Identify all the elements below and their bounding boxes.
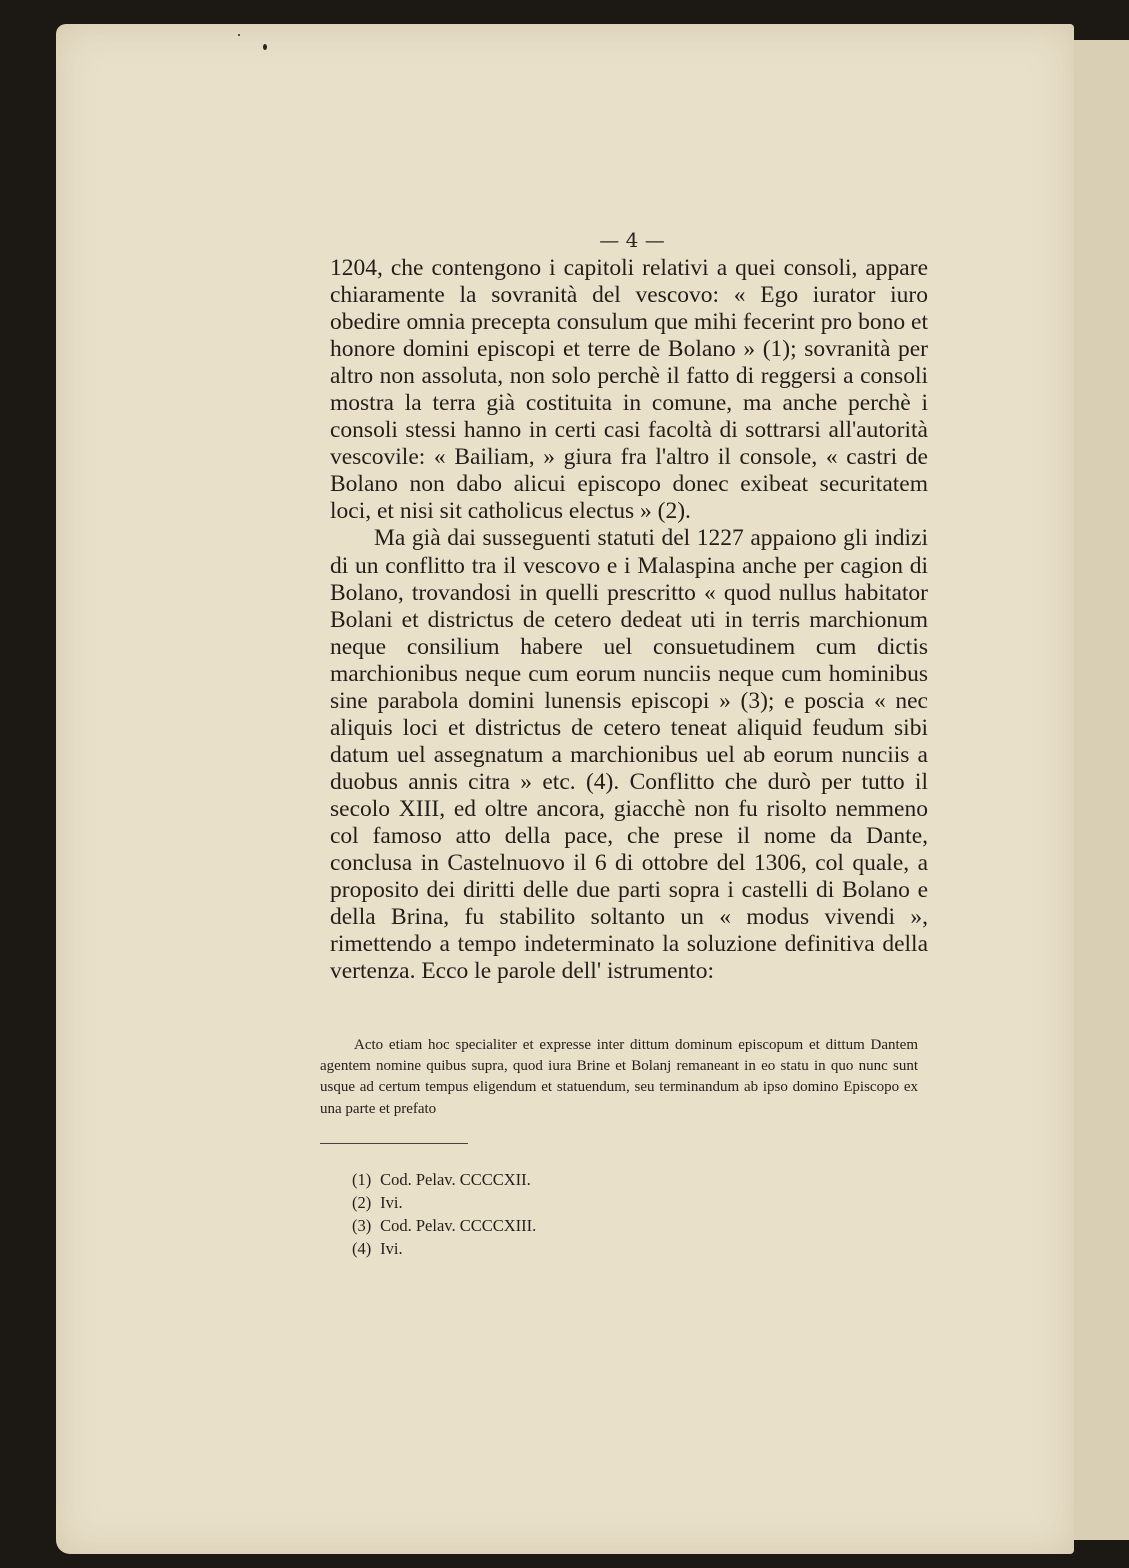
footnote-3 [352, 1214, 536, 1237]
footnote-marker: (4) [352, 1239, 372, 1258]
footnote-divider [320, 1143, 468, 1144]
footnote-text: Ivi. [380, 1239, 403, 1258]
footnote-2 [352, 1191, 536, 1214]
footnotes [352, 1168, 536, 1260]
footnote-marker: (1) [352, 1170, 372, 1189]
ink-speck [238, 34, 240, 36]
latin-quotation: Acto etiam hoc specialiter et expresse inter dittum dominum episcopum et dittum Dantem agentem nomine quibus supra, quod iura Brine et Bolanj remaneant in eo statu in quo nunc sunt usque ad certum tempus eligendum et statuendum, seu terminandum ab ipso domino Episcopo ex una parte et prefato [320, 1037, 918, 1117]
footnote-1 [352, 1168, 536, 1191]
ink-speck [263, 44, 267, 50]
paragraph-1: 1204, che contengono i capitoli relativi a quei consoli, appare chiaramente la sovranità del vescovo: « Ego iurator iuro obedire omnia precepta consulum que mihi fecerint pro bono et honore domini episcopi et terre de Bolano » (1); sovranità per altro non assoluta, non solo perchè il fatto di reggersi a consoli mostra la terra già costituita in comune, ma anche perchè i consoli stessi hanno in certi casi facoltà di sottrarsi all'autorità vescovile: « Bailiam, » giura fra l'altro il console, « castri de Bolano non dabo alicui episcopo donec exibeat securitatem loci, et nisi sit catholicus electus » (2). [330, 255, 928, 525]
main-text [330, 255, 928, 985]
footnote-text: Cod. Pelav. CCCCXIII. [380, 1216, 537, 1235]
footnote-4 [352, 1237, 536, 1260]
footnote-text: Cod. Pelav. CCCCXII. [380, 1170, 531, 1189]
page-number: — 4 — [599, 228, 665, 252]
footnote-text: Ivi. [380, 1193, 403, 1212]
footnote-marker: (2) [352, 1193, 372, 1212]
footnote-marker: (3) [352, 1216, 372, 1235]
next-page-edge [1072, 40, 1129, 1540]
paragraph-2: Ma già dai susseguenti statuti del 1227 appaiono gli indizi di un conflitto tra il vescovo e i Malaspina anche per cagion di Bolano, trovandosi in quelli prescritto « quod nullus habitator Bolani et districtus de cetero dedeat uti in terris marchionum neque consilium habere uel consuetudinem cum dictis marchionibus neque cum eorum nunciis neque cum hominibus sine parabola domini lunensis episcopi » (3); e poscia « nec aliquis loci et districtus de cetero teneat aliquid feudum sibi datum uel assegnatum a marchionibus uel ab eorum nunciis a duobus annis citra » etc. (4). Conflitto che durò per tutto il secolo XIII, ed oltre ancora, giacchè non fu risolto nemmeno col famoso atto della pace, che prese il nome da Dante, conclusa in Castelnuovo il 6 di ottobre del 1306, col quale, a proposito dei diritti delle due parti sopra i castelli di Bolano e della Brina, fu stabilito soltanto un « modus vivendi », rimettendo a tempo indeterminato la soluzione definitiva della vertenza. Ecco le parole dell' istrumento: [330, 525, 928, 985]
